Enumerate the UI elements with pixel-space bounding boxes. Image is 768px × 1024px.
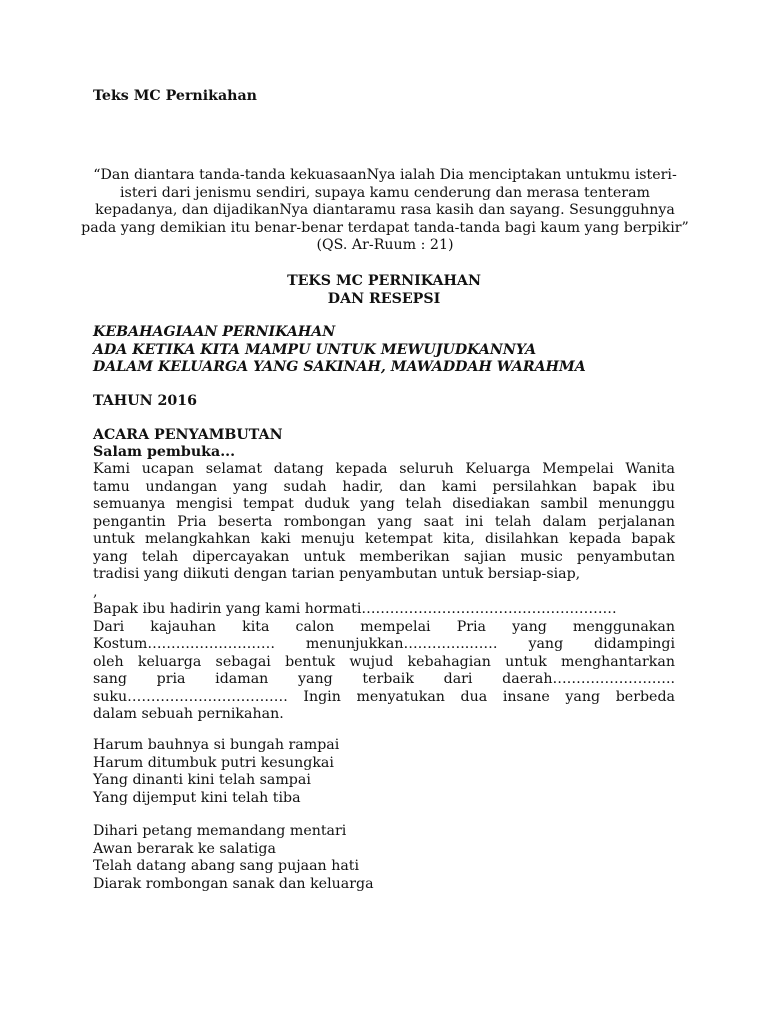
body-paragraph [93, 461, 675, 724]
document-title: Teks MC Pernikahan [93, 88, 257, 104]
quran-quote: “Dan diantara tanda-tanda kekuasaanNya ialah Dia menciptakan untukmu isteri-isteri dari jenismu sendiri, supaya kamu cenderung dan merasa tenteram kepadanya, dan dijadikanNya diantaramu rasa kasih dan sayang. Sesungguhnya pada yang demikian itu benar-benar terdapat tanda-tanda bagi kaum yang berpikir” (QS. Ar-Ruum : 21) [81, 167, 689, 253]
poem-stanza-2 [93, 823, 675, 893]
body-line: semuanya mengisi tempat duduk yang telah disediakan sambil menunggu [93, 496, 675, 512]
theme-line: KEBAHAGIAAN PERNIKAHAN [93, 324, 336, 340]
body-line: untuk melangkahkan kaki menuju ketempat kita, disilahkan kepada bapak [93, 531, 675, 547]
body-line: Kami ucapan selamat datang kepada seluruh Keluarga Mempelai Wanita [93, 461, 675, 477]
body-line: tradisi yang diikuti dengan tarian penyambutan untuk bersiap-siap, [93, 566, 581, 582]
body-line: suku……………………………. Ingin menyatukan dua insane yang berbeda [93, 688, 675, 705]
poem-line: Diarak rombongan sanak dan keluarga [93, 875, 374, 892]
poem-line: Dihari petang memandang mentari [93, 823, 347, 839]
theme-line: ADA KETIKA KITA MAMPU UNTUK MEWUJUDKANNYA [93, 341, 537, 358]
poem-line: Yang dijemput kini telah tiba [93, 789, 301, 806]
greeting-label: Salam pembuka... [93, 444, 236, 460]
body-line: Kostum……………………… menunjukkan…………..…… yang didampingi [93, 636, 675, 652]
theme-block [93, 324, 586, 377]
poem-line: Harum bauhnya si bungah rampai [93, 737, 340, 753]
body-line: tamu undangan yang sudah hadir, dan kami persilahkan bapak ibu [93, 478, 675, 495]
poem-line: Telah datang abang sang pujaan hati [93, 858, 360, 874]
year-label: TAHUN 2016 [93, 393, 197, 409]
poem-line: Harum ditumbuk putri kesungkai [93, 754, 334, 771]
body-line: pengantin Pria beserta rombongan yang saat ini telah dalam perjalanan [93, 513, 675, 530]
main-heading-line: TEKS MC PERNIKAHAN [287, 273, 481, 289]
poem-line: Awan berarak ke salatiga [93, 840, 276, 857]
poem-stanza-1 [93, 737, 675, 807]
main-heading [93, 273, 675, 308]
section-title: ACARA PENYAMBUTAN [93, 427, 283, 443]
body-line: Dari kajauhan kita calon mempelai Pria yang menggunakan [93, 618, 675, 635]
body-line: sang pria idaman yang terbaik dari daerah…………………….. [93, 671, 675, 687]
theme-line: DALAM KELUARGA YANG SAKINAH, MAWADDAH WARAHMA [93, 359, 586, 375]
main-heading-line: DAN RESEPSI [327, 290, 441, 307]
body-line: oleh keluarga sebagai bentuk wujud kebahagian untuk menghantarkan [93, 653, 675, 670]
body-line: dalam sebuah pernikahan. [93, 706, 284, 722]
body-line: yang telah dipercayakan untuk memberikan sajian music penyambutan [93, 548, 675, 565]
body-line: , [93, 583, 98, 600]
body-line: Bapak ibu hadirin yang kami hormati……………………………………………… [93, 601, 617, 617]
poem-line: Yang dinanti kini telah sampai [93, 772, 311, 788]
